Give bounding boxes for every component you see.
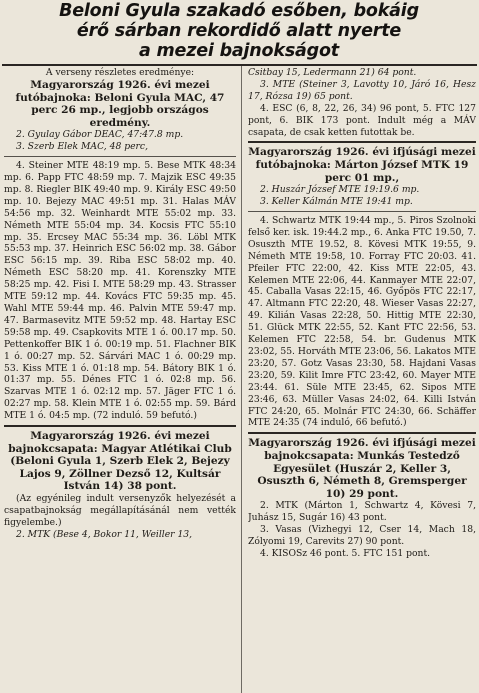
headline-line-1: Beloni Gyula szakadó esőben, bokáig [59,1,419,21]
junior-results-list: 4. Schwartz MTK 19:44 mp., 5. Piros Szolnoki felső ker. isk. 19:44.2 mp., 6. Anka FTC 19.50, 7. Osuszth MTE 19.52, 8. Kövesi MTK 19:55, 9. Németh MTE 19:58, 10. Forray FTC 20:03. 41. Pfeiler FTC 22:00, 42. Kiss MTE 22:05, 43. Kelemen MTE 22:06, 44. Kanmayer MTE 22:07, 45. Caballa Vasas 22:15, 46. Győpös FTC 22:17, 47. Altmann FTC 22:20, 48. Wieser Vasas 22:27, 49. Kilián Vasas 22:28, 50. Hittig MTE 22:30, 51. Glück MTK 22:55, 52. Kant FTC 22:56, 53. Kelemen FTC 22:58, 54. br. Gudenus MTK 23:02, 55. Horváth MTE 23:06, 56. Lakatos MTE 23:20, 57. Gotz Vasas 23:30, 58. Hajdani Vasas 23:20, 59. Kilit Imre FTC 23:42, 60. Mayer MTE 23:44. 61. Süle MTE 23:45, 62. Sipos MTE 23:46, 63. Müller Vasas 24:02, 64. Killi István FTC 24:20, 65. Molnár FTC 24:30, 66. Schäffer MTE 24:35 (74 induló, 66 befutó.) [248,215,476,429]
left-column [4,66,236,693]
results-intro: A verseny részletes eredménye: [45,67,195,78]
team-note: (Az egyénileg indult versenyzők helyezését a csapatbajnokság megállapításánál nem vették figyelembe.) [4,493,236,528]
section-divider [248,432,476,434]
senior-place-2: 2. Gyulay Gábor DEAC, 47:47.8 mp. [16,129,184,141]
section-divider [4,425,236,427]
junior-team-place-2: 2. MTK (Márton 1, Schwartz 4, Kövesi 7, Juhász 15, Sugár 16) 43 pont. [248,500,476,524]
section-divider [248,211,476,212]
section-divider [4,156,236,157]
right-column [248,66,476,693]
senior-champion-title: Magyarország 1926. évi mezei futóbajnoka: Beloni Gyula MAC, 47 perc 26 mp., legjobb országos eredmény. [15,78,225,129]
team-place-3: 3. MTE (Steiner 3, Lavotty 10, Járó 16, Hesz 17, Rózsa 19) 65 pont. [248,78,476,102]
junior-champion-title: Magyarország 1926. évi ifjúsági mezei futóbajnoka: Márton József MTK 19 perc 01 mp., [248,146,476,184]
junior-team-title: Magyarország 1926. évi ifjúsági mezei bajnokcsapata: Munkás Testedző Egyesület (Huszár 2, Keller 3, Osuszth 6, Németh 8, Gremsperger 10) 29 pont. [248,437,476,500]
junior-place-3: 3. Keller Kálmán MTE 19:41 mp. [260,196,413,208]
junior-team-place-3: 3. Vasas (Vizhegyi 12, Cser 14, Mach 18, Zólyomi 19, Carevits 27) 90 pont. [248,524,476,548]
junior-place-2: 2. Huszár József MTE 19:19.6 mp. [260,184,420,196]
headline-line-3: a mezei bajnokságot [139,41,339,61]
team-place-2: 2. MTK (Bese 4, Bokor 11, Weiller 13, [16,528,193,540]
column-divider [241,66,242,693]
team-place-4: 4. ESC (6, 8, 22, 26, 34) 96 pont, 5. FTC 127 pont, 6. BIK 173 pont. Indult még a MÁV csapata, de csak ketten futottak be. [248,102,476,138]
senior-team-title: Magyarország 1926. évi mezei bajnokcsapata: Magyar Atlétikai Club (Beloni Gyula 1, Szerb Elek 2, Bejezy Lajos 9, Zöllner Dezső 12, Kultsár István 14) 38 pont. [8,430,232,493]
headline-line-2: érő sárban rekordidő alatt nyerte [76,21,402,41]
team-place-2-continued: Csitbay 15, Ledermann 21) 64 pont. [248,67,417,78]
senior-results-list: 4. Steiner MTE 48:19 mp. 5. Bese MTK 48:34 mp. 6. Papp FTC 48:59 mp. 7. Majzik ESC 49:35 mp. 8. Riegler BIK 49:40 mp. 9. Király ESC 49:50 mp. 10. Bejezy MAC 49:51 mp. 31. Halas MÁV 54:56 mp. 32. Weinhardt MTE 55:02 mp. 33. Németh MTE 55:04 mp. 34. Kocsis FTC 55:10 mp. 35. Ercsey MAC 55:34 mp. 36. Löbl MTK 55:53 mp. 37. Heinrich ESC 56:02 mp. 38. Gábor ESC 56:15 mp. 39. Riba ESC 58:02 mp. 40. Németh ESC 58:20 mp. 41. Korenszky MTE 58:25 mp. 42. Fisi I. MTE 58:29 mp. 43. Strasser MTE 59:12 mp. 44. Kovács FTC 59:35 mp. 45. Wahl MTE 59:44 mp. 46. Palvin MTE 59:47 mp. 47. Barmasevitz MTE 59:52 mp. 48. Hartay ESC 59:58 mp. 49. Csapkovits MTE 1 ó. 00.17 mp. 50. Pettenkoffer BIK 1 ó. 00:19 mp. 51. Flachner BIK 1 ó. 00:27 mp. 52. Sárvári MAC 1 ó. 00:29 mp. 53. Kiss MTE 1 ó. 01:18 mp. 54. Bátory BIK 1 ó. 01:37 mp. 55. Dénes FTC 1 ó. 02:8 mp. 56. Szarvas MTE 1 ó. 02:12 mp. 57. Jäger FTC 1 ó. 02:27 mp. 58. Klein MTE 1 ó. 02:55 mp. 59. Bárd MTE 1 ó. 04:5 mp. (72 induló. 59 befutó.) [4,160,236,422]
section-divider [248,141,476,143]
headline [6,1,472,65]
senior-place-3: 3. Szerb Elek MAC, 48 perc, [16,141,148,153]
junior-team-place-4: 4. KISOSz 46 pont. 5. FTC 151 pont. [260,547,431,559]
